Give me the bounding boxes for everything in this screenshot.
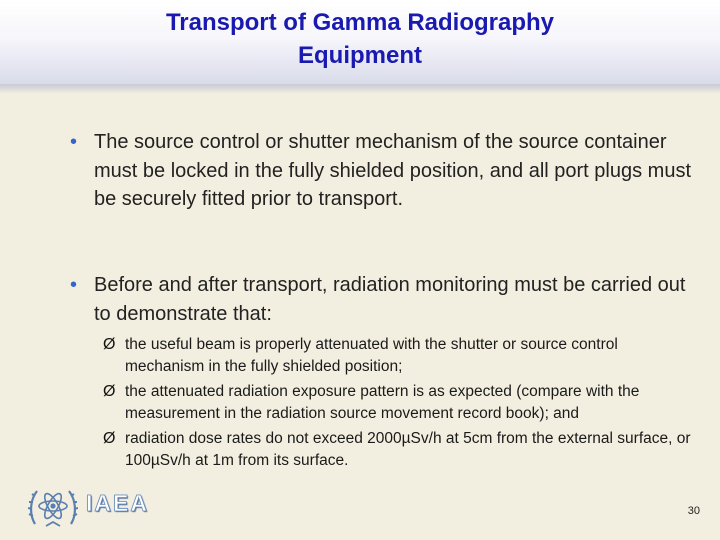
arrow-bullet-icon: Ø: [103, 336, 116, 353]
sub-item-3: [103, 428, 700, 471]
slide-title: [0, 6, 720, 72]
iaea-logo-text: IAEA: [86, 490, 149, 516]
sub-item-1: [103, 334, 700, 377]
sub-item-text-1: the useful beam is properly attenuated with the shutter or source control mechanism in the fully shielded position;: [125, 336, 618, 375]
sub-item-2: [103, 381, 700, 424]
bullet-text-2: Before and after transport, radiation monitoring must be carried out to demonstrate that:: [94, 274, 686, 325]
sub-item-text-3: radiation dose rates do not exceed 2000µSv/h at 5cm from the external surface, or 100µSv/h at 1m from its surface.: [125, 430, 691, 469]
arrow-bullet-icon: Ø: [103, 383, 116, 400]
bullet-marker: •: [70, 131, 78, 153]
slide-title-line-1: Transport of Gamma Radiography: [165, 9, 555, 36]
arrow-bullet-icon: Ø: [103, 430, 116, 447]
sub-item-text-2: the attenuated radiation exposure pattern is as expected (compare with the measurement in the radiation source movement record book); and: [125, 383, 640, 422]
slide-title-line-2: Equipment: [298, 42, 422, 69]
bullet-text-1: The source control or shutter mechanism of the source container must be locked in the fully shielded position, and all port plugs must be securely fitted prior to transport.: [94, 131, 692, 210]
bullet-item-1: [70, 128, 694, 214]
bullet-marker: •: [70, 274, 78, 296]
bullet-item-2: [70, 271, 694, 328]
iaea-emblem-icon: [28, 482, 78, 530]
page-number: 30: [687, 505, 700, 517]
title-shadow: [0, 84, 720, 94]
